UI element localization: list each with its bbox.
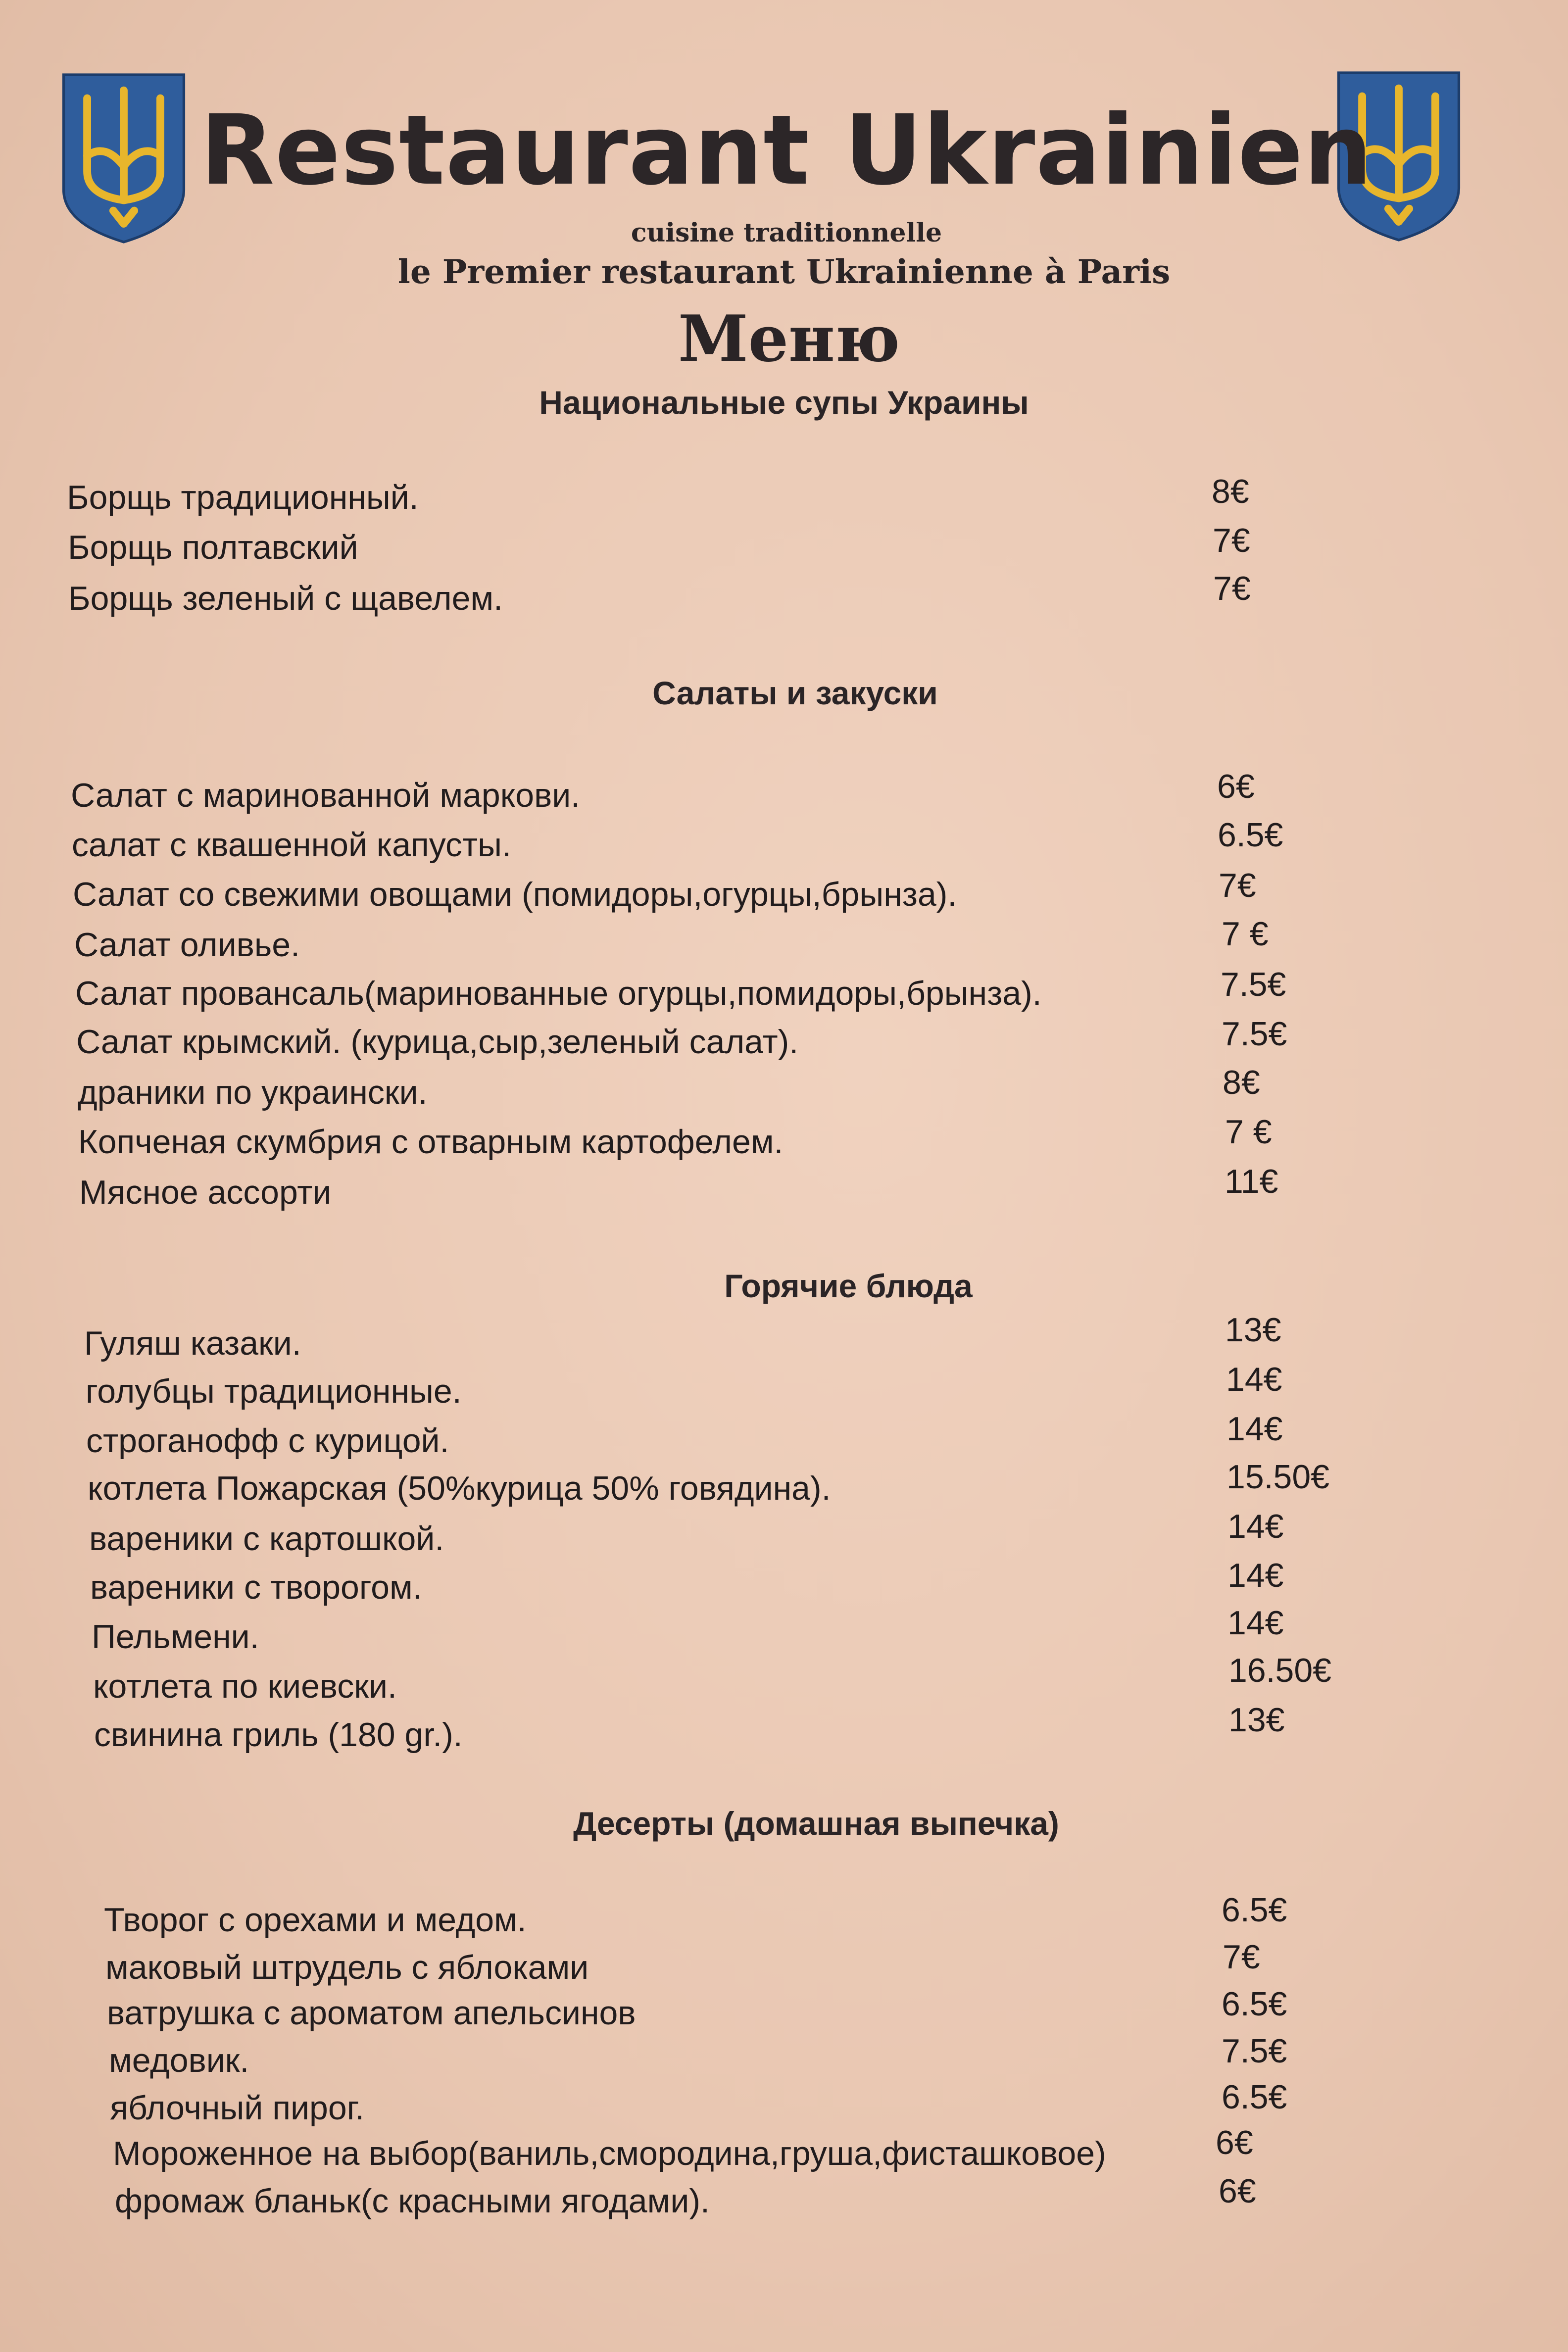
menu-item-price: 16.50€: [1228, 1652, 1331, 1689]
menu-item-price: 14€: [1227, 1508, 1284, 1545]
menu-item-name: драники по украински.: [78, 1074, 428, 1111]
menu-item-name: Салат оливье.: [74, 926, 300, 964]
menu-item-price: 7 €: [1225, 1113, 1272, 1151]
menu-item-name: вареники с картошкой.: [89, 1520, 444, 1558]
menu-item-price: 7€: [1213, 570, 1251, 607]
section-title-salads: Салаты и закуски: [652, 675, 938, 711]
menu-item-price: 8€: [1223, 1064, 1260, 1101]
menu-item-price: 14€: [1226, 1410, 1283, 1448]
menu-item-price: 6.5€: [1218, 816, 1283, 854]
menu-item-name: Мясное ассорти: [79, 1174, 332, 1211]
menu-item-price: 14€: [1227, 1557, 1284, 1594]
menu-item-price: 7.5€: [1222, 1015, 1287, 1053]
restaurant-tagline: le Premier restaurant Ukrainienne à Paris: [397, 252, 1171, 291]
section-title-desserts: Десерты (домашная выпечка): [573, 1805, 1059, 1842]
menu-item-name: медовик.: [109, 2042, 249, 2079]
menu-item-price: 6.5€: [1222, 1891, 1287, 1929]
menu-item-price: 7€: [1223, 1938, 1260, 1976]
menu-item-price: 15.50€: [1226, 1458, 1329, 1496]
menu-item-name: Борщь полтавский: [68, 529, 358, 566]
menu-item-price: 7 €: [1222, 915, 1269, 953]
menu-item-price: 6€: [1216, 2124, 1253, 2161]
menu-item-price: 13€: [1225, 1311, 1281, 1349]
menu-item-name: котлета Пожарская (50%курица 50% говядина).: [88, 1470, 831, 1507]
menu-item-name: Салат крымский. (курица,сыр,зеленый салат).: [76, 1023, 799, 1061]
menu-item-price: 13€: [1228, 1701, 1285, 1739]
menu-item-name: Творог с орехами и медом.: [104, 1901, 527, 1939]
menu-title: Меню: [678, 302, 900, 376]
menu-item-name: Борщь зеленый с щавелем.: [68, 580, 503, 617]
restaurant-subtitle: cuisine traditionnelle: [631, 218, 942, 248]
menu-item-name: свинина гриль (180 gr.).: [94, 1716, 463, 1754]
menu-item-price: 7.5€: [1221, 966, 1286, 1003]
menu-item-name: яблочный пирог.: [110, 2089, 365, 2127]
menu-item-name: голубцы традиционные.: [86, 1372, 462, 1410]
menu-item-price: 6.5€: [1222, 1985, 1287, 2023]
menu-item-price: 7€: [1219, 867, 1256, 904]
menu-item-name: Мороженное на выбор(ваниль,смородина,груша,фисташковое): [113, 2135, 1106, 2172]
menu-item-name: Салат со свежими овощами (помидоры,огурцы,брынза).: [73, 876, 957, 913]
menu-item-name: Пельмени.: [92, 1618, 259, 1656]
menu-item-name: фромаж бланьк(с красными ягодами).: [115, 2182, 710, 2220]
section-title-soups: Национальные супы Украины: [539, 384, 1029, 421]
restaurant-title: Restaurant Ukrainien: [200, 94, 1373, 206]
menu-item-name: маковый штрудель с яблоками: [105, 1949, 589, 1986]
menu-item-name: Борщь традиционный.: [67, 479, 419, 516]
menu-item-name: строганофф с курицой.: [86, 1422, 449, 1460]
menu-item-price: 8€: [1212, 473, 1249, 510]
menu-item-price: 7€: [1213, 522, 1250, 559]
menu-item-price: 6.5€: [1222, 2078, 1287, 2116]
menu-item-name: котлета по киевски.: [93, 1667, 397, 1705]
menu-item-name: Копченая скумбрия с отварным картофелем.: [78, 1123, 784, 1161]
menu-item-name: вареники с творогом.: [90, 1568, 422, 1606]
menu-item-price: 14€: [1227, 1604, 1284, 1642]
menu-item-price: 7.5€: [1222, 2032, 1287, 2070]
menu-item-price: 11€: [1225, 1163, 1278, 1200]
menu-item-name: салат с квашенной капусты.: [72, 826, 511, 864]
menu-item-name: Гуляш казаки.: [84, 1324, 301, 1362]
menu-item-name: ватрушка с ароматом апельсинов: [107, 1994, 636, 2032]
section-title-hot-dishes: Горячие блюда: [724, 1268, 973, 1304]
menu-item-price: 14€: [1226, 1361, 1282, 1398]
menu-item-price: 6€: [1217, 768, 1255, 805]
menu-item-name: Салат провансаль(маринованные огурцы,помидоры,брынза).: [75, 975, 1042, 1012]
menu-item-price: 6€: [1219, 2172, 1256, 2210]
menu-item-name: Салат с маринованной маркови.: [71, 777, 581, 814]
